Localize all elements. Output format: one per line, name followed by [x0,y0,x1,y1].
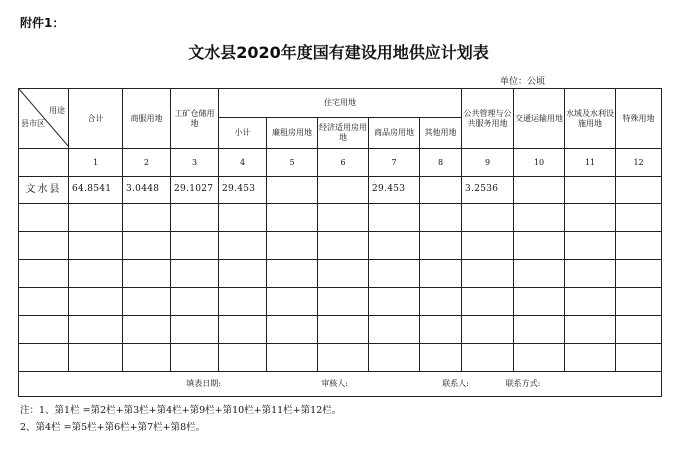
cell-transport [514,177,565,204]
header-water: 水域及水利设施用地 [565,89,616,149]
empty-row [19,204,662,232]
note-line: 2、第4栏 =第5栏+第6栏+第7栏+第8栏。 [20,422,206,433]
empty-row [19,344,662,372]
cell-total: 64.8541 [69,177,123,204]
col-number: 6 [318,149,369,177]
cell-res-lowrent [267,177,318,204]
note-line: 注：1、第1栏 =第2栏+第3栏+第4栏+第9栏+第10栏+第11栏+第12栏。 [20,405,342,416]
header-total: 合计 [69,89,123,149]
attachment-label: 附件1： [20,16,65,30]
footer-row [19,372,662,397]
col-number: 1 [69,149,123,177]
empty-row [19,232,662,260]
cell-water [565,177,616,204]
empty-row [19,288,662,316]
cell-res-affordable [318,177,369,204]
num-blank [19,149,69,177]
col-number: 7 [369,149,420,177]
empty-row [19,260,662,288]
col-number: 9 [462,149,514,177]
header-residential: 住宅用地 [219,89,462,118]
cell-special [616,177,662,204]
cell-res-other [420,177,462,204]
cell-commercial: 3.0448 [123,177,171,204]
header-res-lowrent: 廉租房用地 [267,118,318,149]
col-number: 5 [267,149,318,177]
col-number: 3 [171,149,219,177]
diagonal-header-cell [19,89,69,149]
district-cell: 文水县 [19,177,69,204]
filled-date-label: 填表日期: [186,379,221,388]
header-res-other: 其他用地 [420,118,462,149]
unit-label: 单位：公顷 [500,77,546,87]
header-public: 公共管理与公共服务用地 [462,89,514,149]
empty-row [19,316,662,344]
diag-top-label: 用途 [49,106,65,115]
page-title: 文水县2020年度国有建设用地供应计划表 [188,43,489,62]
col-number: 2 [123,149,171,177]
col-number: 4 [219,149,267,177]
reviewer-label: 审核人: [321,379,348,388]
col-number: 10 [514,149,565,177]
contact-label: 联系人: [442,379,469,388]
col-number: 12 [616,149,662,177]
contact-method-label: 联系方式: [505,379,541,388]
col-number: 8 [420,149,462,177]
header-res-affordable: 经济适用房用地 [318,118,369,149]
notes [20,402,341,436]
table-row [19,177,662,204]
diagonal-line [19,89,69,147]
header-transport: 交通运输用地 [514,89,565,149]
header-res-commodity: 商品房用地 [369,118,420,149]
header-res-subtotal: 小计 [219,118,267,149]
header-special: 特殊用地 [616,89,662,149]
diag-bottom-label: 县市区 [21,119,45,128]
header-industrial: 工矿仓储用地 [171,89,219,149]
supply-plan-table [18,88,662,397]
col-number: 11 [565,149,616,177]
cell-public: 3.2536 [462,177,514,204]
cell-res-subtotal: 29.453 [219,177,267,204]
cell-industrial: 29.1027 [171,177,219,204]
cell-res-commodity: 29.453 [369,177,420,204]
header-commercial: 商服用地 [123,89,171,149]
